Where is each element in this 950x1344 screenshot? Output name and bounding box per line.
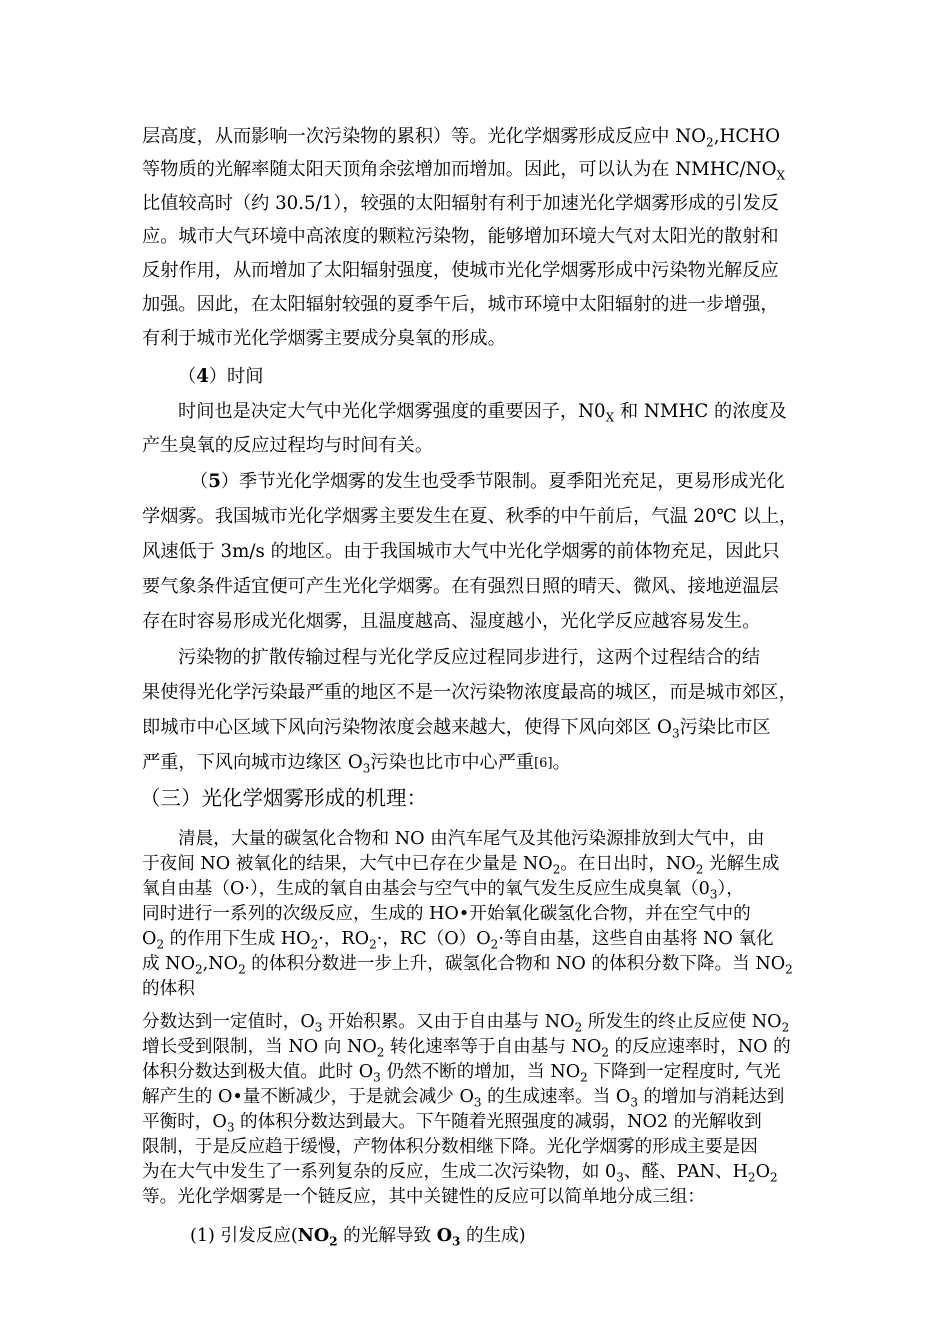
subheading-time: （4）时间	[178, 366, 264, 387]
text-line: 增长受到限制，当 NO 向 $NO_2$ 转化速率等于自由基与 $NO_2$ 的反应速率时，NO 的	[142, 1037, 791, 1060]
text-line: 反射作用，从而增加了太阳辐射强度，使城市光化学烟雾形成中污染物光解反应	[142, 260, 779, 281]
text-line: 清晨，大量的碳氢化合物和 NO 由汽车尾气及其他污染源排放到大气中，由	[178, 829, 765, 849]
text-line: 等。光化学烟雾是一个链反应，其中关键性的反应可以简单地分成三组：	[142, 1187, 706, 1207]
section-heading: （三）光化学烟雾形成的机理：	[140, 786, 427, 810]
text-line: 分数达到一定值时，$O_3$ 开始积累。又由于自由基与 $NO_2$ 所发生的终止反应使 $NO_2$	[142, 1012, 790, 1035]
text-line: 于夜间 NO 被氧化的结果，大气中已存在少量是 $NO_2$。在日出时，$NO_2$ 光解生成	[142, 854, 780, 877]
text-line: 的体积	[142, 979, 195, 999]
text-line: 应。城市大气环境中高浓度的颗粒污染物，能够增加环境大气对太阳光的散射和	[142, 226, 779, 247]
text-line: 限制，于是反应趋于缓慢，产物体积分数相继下降。光化学烟雾的形成主要是因	[142, 1137, 758, 1157]
text-line: 学烟雾。我国城市光化学烟雾主要发生在夏、秋季的中午前后，气温 20℃ 以上，	[142, 506, 798, 527]
text-line: $O_2$ 的作用下生成 $HO_2\cdot$，$RO_2\cdot$，$RC(O)O_2\cdot$等自由基，这些自由基将 NO 氧化	[142, 929, 774, 952]
text-line: 层高度，从而影响一次污染物的累积）等。光化学烟雾形成反应中 $NO_2,HCHO$	[142, 126, 781, 150]
text-line: 为在大气中发生了一系列复杂的反应，生成二次污染物，如 $0_3$、醛、PAN、$H_2O_2$	[142, 1162, 778, 1185]
text-line: 成 $NO_2,NO_2$ 的体积分数进一步上升，碳氢化合物和 NO 的体积分数下降。当 $NO_2$	[142, 954, 793, 977]
text-line: 同时进行一系列的次级反应，生成的 HO•开始氧化碳氢化合物，并在空气中的	[142, 904, 751, 924]
text-line: 加强。因此，在太阳辐射较强的夏季午后，城市环境中太阳辐射的进一步增强，	[142, 294, 779, 315]
text-line: 平衡时，$O_3$ 的体积分数达到最大。下午随着光照强度的减弱，NO2 的光解收到	[142, 1112, 762, 1135]
text-line: 比值较高时（约 30.5/1），较强的太阳辐射有利于加速光化学烟雾形成的引发反	[142, 193, 779, 214]
subheading-season: （5）季节光化学烟雾的发生也受季节限制。夏季阳光充足，更易形成光化	[190, 471, 785, 492]
text-line: 存在时容易形成光化烟雾，且温度越高、湿度越小，光化学反应越容易发生。	[142, 611, 761, 632]
text-line: 等物质的光解率随太阳天顶角余弦增加而增加。因此，可以认为在 NMHC/$NO_X$	[142, 159, 786, 183]
text-line: 要气象条件适宜便可产生光化学烟雾。在有强烈日照的晴天、微风、接地逆温层	[142, 576, 779, 597]
text-line: 解产生的 O•量不断减少，于是就会减少 $O_3$ 的生成速率。当 $O_3$ 的增加与消耗达到	[142, 1087, 785, 1110]
text-line: 氧自由基（O·），生成的氧自由基会与空气中的氧气发生反应生成臭氧$(0_3)$，	[142, 879, 744, 902]
text-line: 严重，下风向城市边缘区 $O_3$污染也比市中心严重[6]。	[142, 752, 571, 776]
text-line: 果使得光化学污染最严重的地区不是一次污染物浓度最高的城区，而是城市郊区，	[142, 682, 797, 703]
text-line: 产生臭氧的反应过程均与时间有关。	[142, 435, 434, 456]
text-line: 风速低于 3m/s 的地区。由于我国城市大气中光化学烟雾的前体物充足，因此只	[142, 541, 780, 562]
text-line: 即城市中心区域下风向污染物浓度会越来越大，使得下风向郊区 $O_3$污染比市区	[142, 717, 771, 741]
list-item-initiation: (1) 引发反应($NO_2$ 的光解导致 $O_3$ 的生成)	[190, 1225, 526, 1249]
text-line: 时间也是决定大气中光化学烟雾强度的重要因子，$N0_X$ 和 NMHC 的浓度及	[178, 401, 787, 425]
text-line: 体积分数达到极大值。此时 $O_3$ 仍然不断的增加，当 $NO_2$ 下降到一定程度时, 气光	[142, 1062, 781, 1085]
citation-ref: [6]	[534, 756, 553, 771]
text-line: 有利于城市光化学烟雾主要成分臭氧的形成。	[142, 328, 506, 349]
text-line: 污染物的扩散传输过程与光化学反应过程同步进行，这两个过程结合的结	[178, 647, 761, 668]
